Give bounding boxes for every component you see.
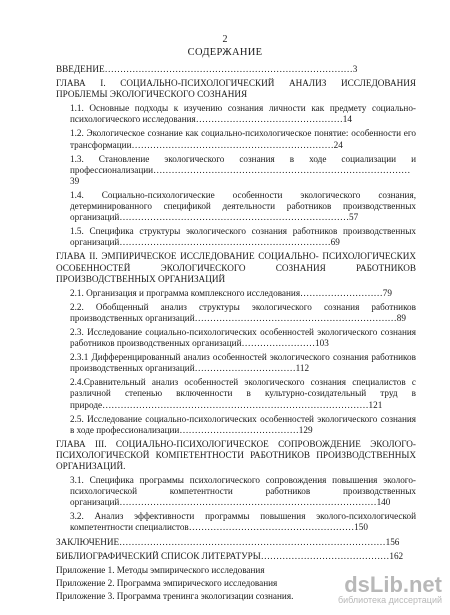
toc-entry-title: ГЛАВА II. ЭМПИРИЧЕСКОЕ ИССЛЕДОВАНИЕ СОЦИАЛЬНО- ПСИХОЛОГИЧЕСКИХ ОСОБЕННОСТЕЙ ЭКОЛОГИЧЕСКОГО СОЗНАНИЯ РАБОТНИКОВ ПРОИЗВОДСТВЕННЫХ ОРГАНИЗАЦИЙ — [56, 251, 416, 284]
toc-entry-title: 2.1. Организация и программа комплексного исследования — [70, 287, 301, 298]
toc-entry-title: ГЛАВА III. СОЦИАЛЬНО-ПСИХОЛОГИЧЕСКОЕ СОПРОВОЖДЕНИЕ ЭКОЛОГО-ПСИХОЛОГИЧЕСКОЙ КОМПЕТЕНТНОСТИ РАБОТНИКОВ ПРОИЗВОДСТВЕННЫХ ОРГАНИЗАЦИЙ. — [56, 438, 416, 471]
watermark-logo: dsLib.net — [344, 572, 442, 597]
toc-entry — [56, 154, 416, 187]
toc-entry-page: 89 — [396, 312, 406, 323]
toc-entry-title: 3.1. Специфика программы психологического сопровождения повышения эколого-психологической компетентности работников производственных организаций — [70, 475, 416, 508]
toc-entry-leader: …………………… — [241, 338, 315, 349]
toc-entry-title: 2.2. Обобщенный анализ структуры экологического сознания работников производственных организаций — [70, 301, 416, 323]
toc-entry-title: 1.1. Основные подходы к изучению сознания личности как предмету социально-психологического исследования — [70, 103, 416, 125]
toc-entry-title: 3.2. Анализ эффективности программы повышения эколого-психологической компетентности специалистов — [70, 511, 416, 533]
toc-entry-leader: ……………………………………………… — [188, 522, 355, 533]
toc-entry-leader: ………………………………………………………… — [131, 139, 334, 150]
watermark — [338, 572, 442, 605]
toc-entry-page: 14 — [342, 114, 352, 125]
toc-entry-title: 2.3. Исследование социально-психологических особенностей экологического сознания работников производственных организаций — [70, 326, 416, 349]
toc-entry-title: 1.4. Социально-психологические особенности экологического сознания, детерминированного спецификой деятельности работников производственных организаций — [70, 189, 416, 223]
toc-entry-page: 121 — [368, 399, 383, 410]
toc-entry — [56, 64, 416, 75]
toc-entry — [56, 103, 416, 125]
toc-entry-page: 140 — [376, 497, 391, 508]
toc-entry-page: 112 — [295, 363, 310, 374]
toc-entry-page: 103 — [315, 338, 329, 349]
toc-entry-page: 150 — [354, 522, 368, 533]
toc-entry-page: 57 — [349, 212, 359, 223]
toc-entry-page: 162 — [389, 550, 404, 561]
toc-entry-page: 39 — [70, 175, 80, 186]
toc-entry-leader: …………………………… — [194, 363, 296, 374]
toc-entry-page: 156 — [385, 536, 400, 547]
appendix-item: Приложение 1. Методы эмпирического исследования — [56, 564, 265, 575]
toc-entry — [56, 537, 416, 548]
toc-entry-leader: …………………………………………………………………………… — [102, 399, 369, 410]
toc-entry-leader: ………………………………………………………………… — [119, 212, 350, 223]
toc-entry — [56, 511, 416, 533]
toc-entry — [56, 439, 416, 472]
toc-entry — [56, 414, 416, 436]
watermark-subtitle: библиотека диссертаций — [337, 595, 442, 605]
toc-entry-title: 1.5. Специфика структуры экологического сознания работников производственных организаций — [70, 226, 416, 248]
toc-entry-title: БИБЛИОГРАФИЧЕСКИЙ СПИСОК ЛИТЕРАТУРЫ — [56, 550, 261, 561]
toc-entry — [56, 128, 416, 150]
toc-entry-leader: ………………………………………………………………………… — [119, 497, 377, 508]
toc-entry-leader: ………………………………………………………… — [194, 312, 397, 323]
toc-entry — [56, 327, 416, 349]
appendix-item: Приложение 2. Программа эмпирического исследования — [56, 577, 278, 588]
toc-entry-leader: ………………………………………………………………………… — [153, 164, 411, 175]
toc-entry-leader: …………………………………………………………… — [119, 237, 331, 248]
toc-entry-leader: ………………………………………… — [195, 114, 343, 125]
toc-entry-leader: ……………………… — [300, 287, 383, 298]
page-number: 2 — [222, 34, 228, 45]
page-title: СОДЕРЖАНИЕ — [187, 47, 263, 58]
toc-entry — [56, 226, 416, 248]
toc-entry — [56, 78, 416, 100]
toc-entry-title: ЗАКЛЮЧЕНИЕ — [56, 536, 120, 547]
toc-entry-leader: ………………………………… — [179, 424, 299, 435]
toc-entry-page: 3 — [352, 64, 358, 74]
toc-entry-page: 129 — [298, 424, 313, 435]
toc-entry — [56, 302, 416, 324]
toc-entry-page: 79 — [382, 287, 392, 298]
table-of-contents — [56, 64, 416, 604]
toc-entry — [56, 551, 416, 562]
toc-entry-title: 2.3.1 Дифференцированный анализ особенностей экологического сознания работников производственных организаций — [70, 352, 416, 374]
toc-entry-leader: ……………………………………………………………………… — [104, 64, 353, 74]
toc-entry — [56, 475, 416, 508]
toc-entry-title: ВВЕДЕНИЕ — [56, 64, 105, 74]
toc-entry-page: 69 — [330, 237, 340, 248]
toc-entry — [56, 352, 416, 374]
appendix-item: Приложение 3. Программа тренинга экологизации сознания. — [56, 590, 294, 601]
toc-entry — [56, 190, 416, 223]
toc-entry — [56, 251, 416, 284]
toc-entry-title: ГЛАВА I. СОЦИАЛЬНО-ПСИХОЛОГИЧЕСКИЙ АНАЛИЗ ИССЛЕДОВАНИЯ ПРОБЛЕМЫ ЭКОЛОГИЧЕСКОГО СОЗНАНИЯ — [56, 78, 416, 100]
toc-entry — [56, 288, 416, 299]
toc-entry-page: 24 — [333, 139, 343, 150]
toc-entry-title: 1.3. Становление экологического сознания в ходе социализации и профессионализации — [70, 153, 416, 175]
toc-entry-leader: …………………………………………………………………………… — [119, 536, 386, 547]
toc-entry-title: 1.2. Экологическое сознание как социально-психологическое понятие: особенности его трансформации — [70, 128, 416, 150]
toc-entry-title: 2.5. Исследование социально-психологических особенностей экологического сознания в ходе профессионализации — [70, 413, 416, 435]
toc-entry — [56, 377, 416, 410]
toc-entry-title: 2.4.Сравнительный анализ особенностей экологического сознания специалистов с различной степенью включенности в культурно-созидательный труд в природе — [70, 377, 416, 410]
toc-entry-leader: …………………………………… — [260, 550, 390, 561]
